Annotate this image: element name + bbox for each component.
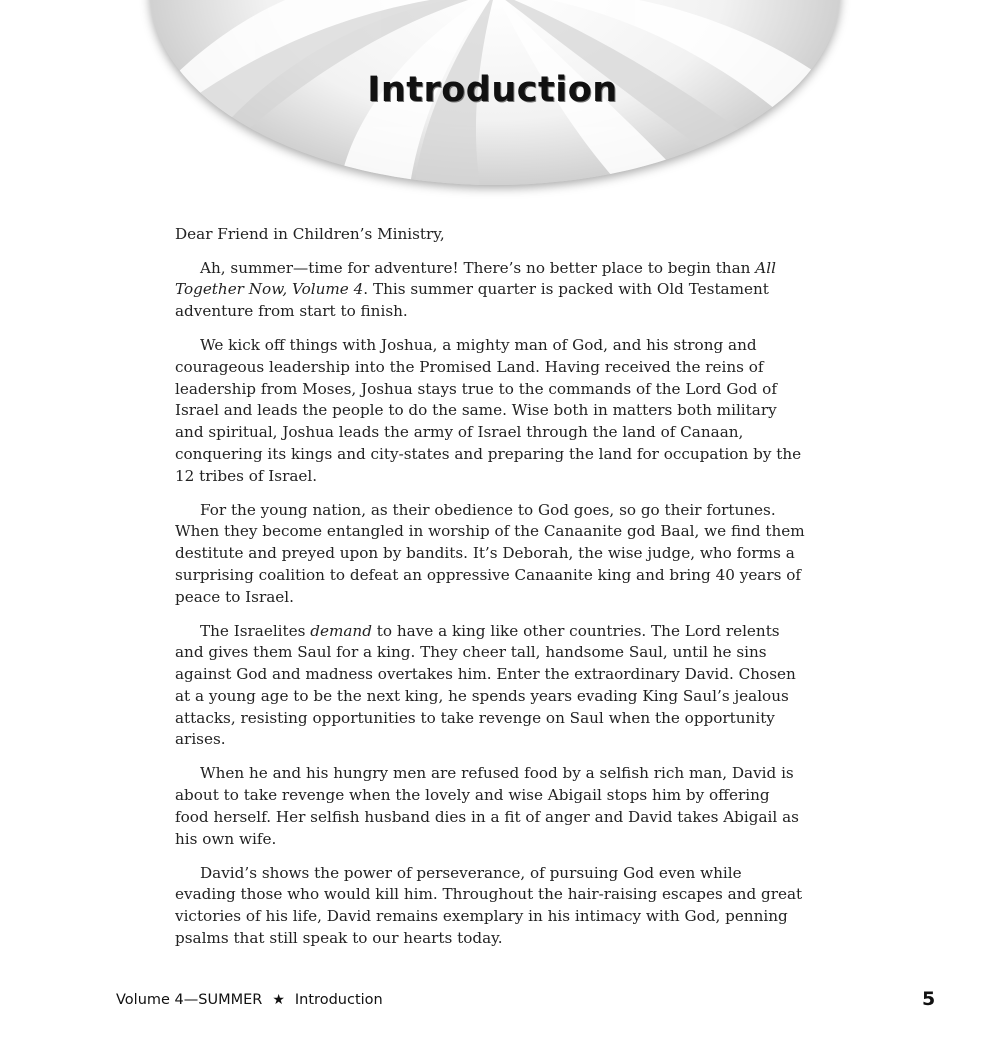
page-title: Introduction <box>367 70 618 110</box>
book-title-italic: All Together Now, Volume 4 <box>175 258 776 299</box>
paragraph-6: David’s shows the power of perseverance, of pursuing God even while evading those who would kill him. Throughout the hair-raising escapes and great victories of his life, David remains exemplary in his intimacy with God, penning psalms that still speak to our hearts today. <box>175 863 803 947</box>
paragraph-3: For the young nation, as their obedience to God goes, so go their fortunes. When they become entangled in worship of the Canaanite god Baal, we find them destitute and preyed upon by bandits. It’s Deborah, the wise judge, who forms a surprising coalition to defeat an oppressive Canaanite king and bring 40 years of peace to Israel. <box>175 500 805 606</box>
emphasis-demand: demand <box>310 621 372 640</box>
footer-volume: Volume 4—SUMMER <box>116 992 263 1008</box>
paragraph-1-text-b: . This summer quarter is packed with Old Testament adventure from start to finish. <box>175 280 769 321</box>
paragraph-4 <box>175 621 805 751</box>
salutation: Dear Friend in Children’s Ministry, <box>175 225 445 243</box>
paragraph-1 <box>175 258 805 323</box>
paragraph-4-text-b: to have a king like other countries. The Lord relents and gives them Saul for a king. They cheer tall, handsome Saul, until he sins against God and madness overtakes him. Enter the extraordinary David. Chosen at a young age to be the next king, he spends years evading King Saul’s jealous attacks, resisting opportunities to take revenge on Saul when the opportunity arises. <box>175 621 796 749</box>
footer <box>116 992 383 1008</box>
letter-body <box>175 224 805 962</box>
footer-section: Introduction <box>294 992 383 1008</box>
paragraph-2: We kick off things with Joshua, a mighty man of God, and his strong and courageous leadership into the Promised Land. Having received the reins of leadership from Moses, Joshua stays true to the commands of the Lord God of Israel and leads the people to do the same. Wise both in matters both military and spiritual, Joshua leads the army of Israel through the land of Canaan, conquering its kings and city-states and preparing the land for occupation by the 12 tribes of Israel. <box>175 336 802 485</box>
paragraph-4-text-a: The Israelites <box>200 621 311 640</box>
paragraph-5: When he and his hungry men are refused food by a selfish rich man, David is about to take revenge when the lovely and wise Abigail stops him by offering food herself. Her selfish husband dies in a fit of anger and David takes Abigail as his own wife. <box>175 764 799 848</box>
star-icon: ★ <box>272 992 285 1008</box>
paragraph-1-text-a: Ah, summer—time for adventure! There’s no better place to begin than <box>200 258 756 277</box>
page-number: 5 <box>922 988 936 1010</box>
